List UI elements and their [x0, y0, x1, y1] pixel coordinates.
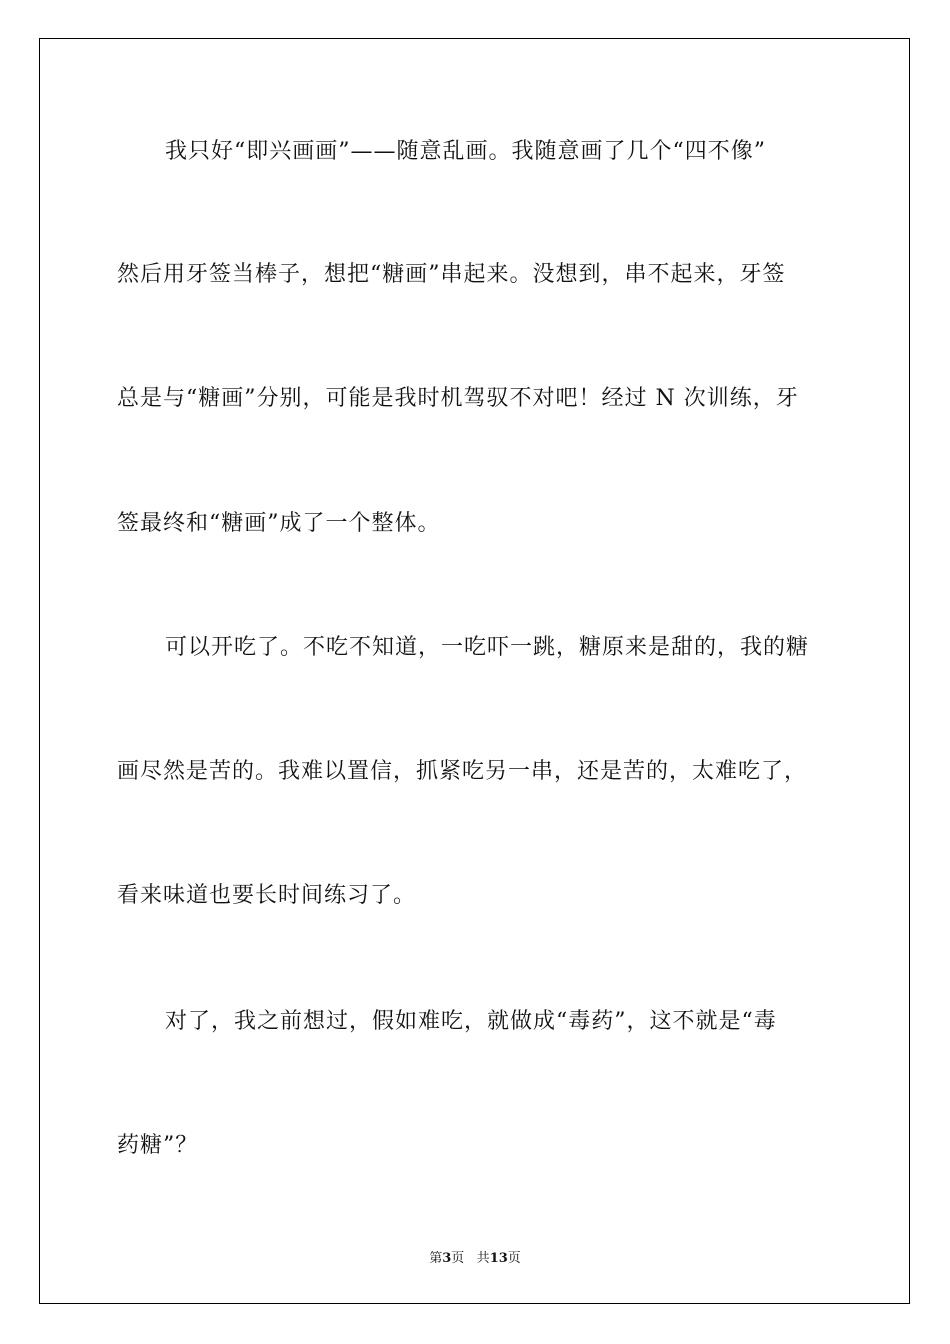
footer-page-suffix: 页 — [451, 1251, 465, 1266]
page-footer — [0, 1247, 950, 1266]
footer-prefix: 第 — [429, 1251, 443, 1266]
total-pages-number: 13 — [489, 1251, 508, 1266]
current-page-number: 3 — [442, 1251, 452, 1266]
footer-total-suffix: 页 — [507, 1251, 521, 1266]
paragraph-3-line-1: 对了，我之前想过，假如难吃，就做成“毒药”，这不就是“毒 — [165, 1009, 777, 1034]
paragraph-1-line-1: 我只好“即兴画画”——随意乱画。我随意画了几个“四不像” — [165, 139, 766, 164]
paragraph-2-line-2: 画尽然是苦的。我难以置信，抓紧吃另一串，还是苦的，太难吃了， — [117, 759, 808, 784]
paragraph-2-line-3: 看来味道也要长时间练习了。 — [117, 883, 417, 908]
footer-total-prefix: 共 — [476, 1251, 490, 1266]
page-border — [39, 38, 910, 1304]
paragraph-1-line-4: 签最终和“糖画”成了一个整体。 — [117, 511, 441, 536]
paragraph-2-line-1: 可以开吃了。不吃不知道，一吃吓一跳，糖原来是甜的，我的糖 — [165, 635, 810, 660]
paragraph-1-line-3: 总是与“糖画”分别，可能是我时机驾驭不对吧！经过 N 次训练，牙 — [117, 386, 799, 411]
paragraph-3-line-2: 药糖”？ — [117, 1133, 199, 1158]
paragraph-1-line-2: 然后用牙签当棒子，想把“糖画”串起来。没想到，串不起来，牙签 — [117, 262, 786, 287]
